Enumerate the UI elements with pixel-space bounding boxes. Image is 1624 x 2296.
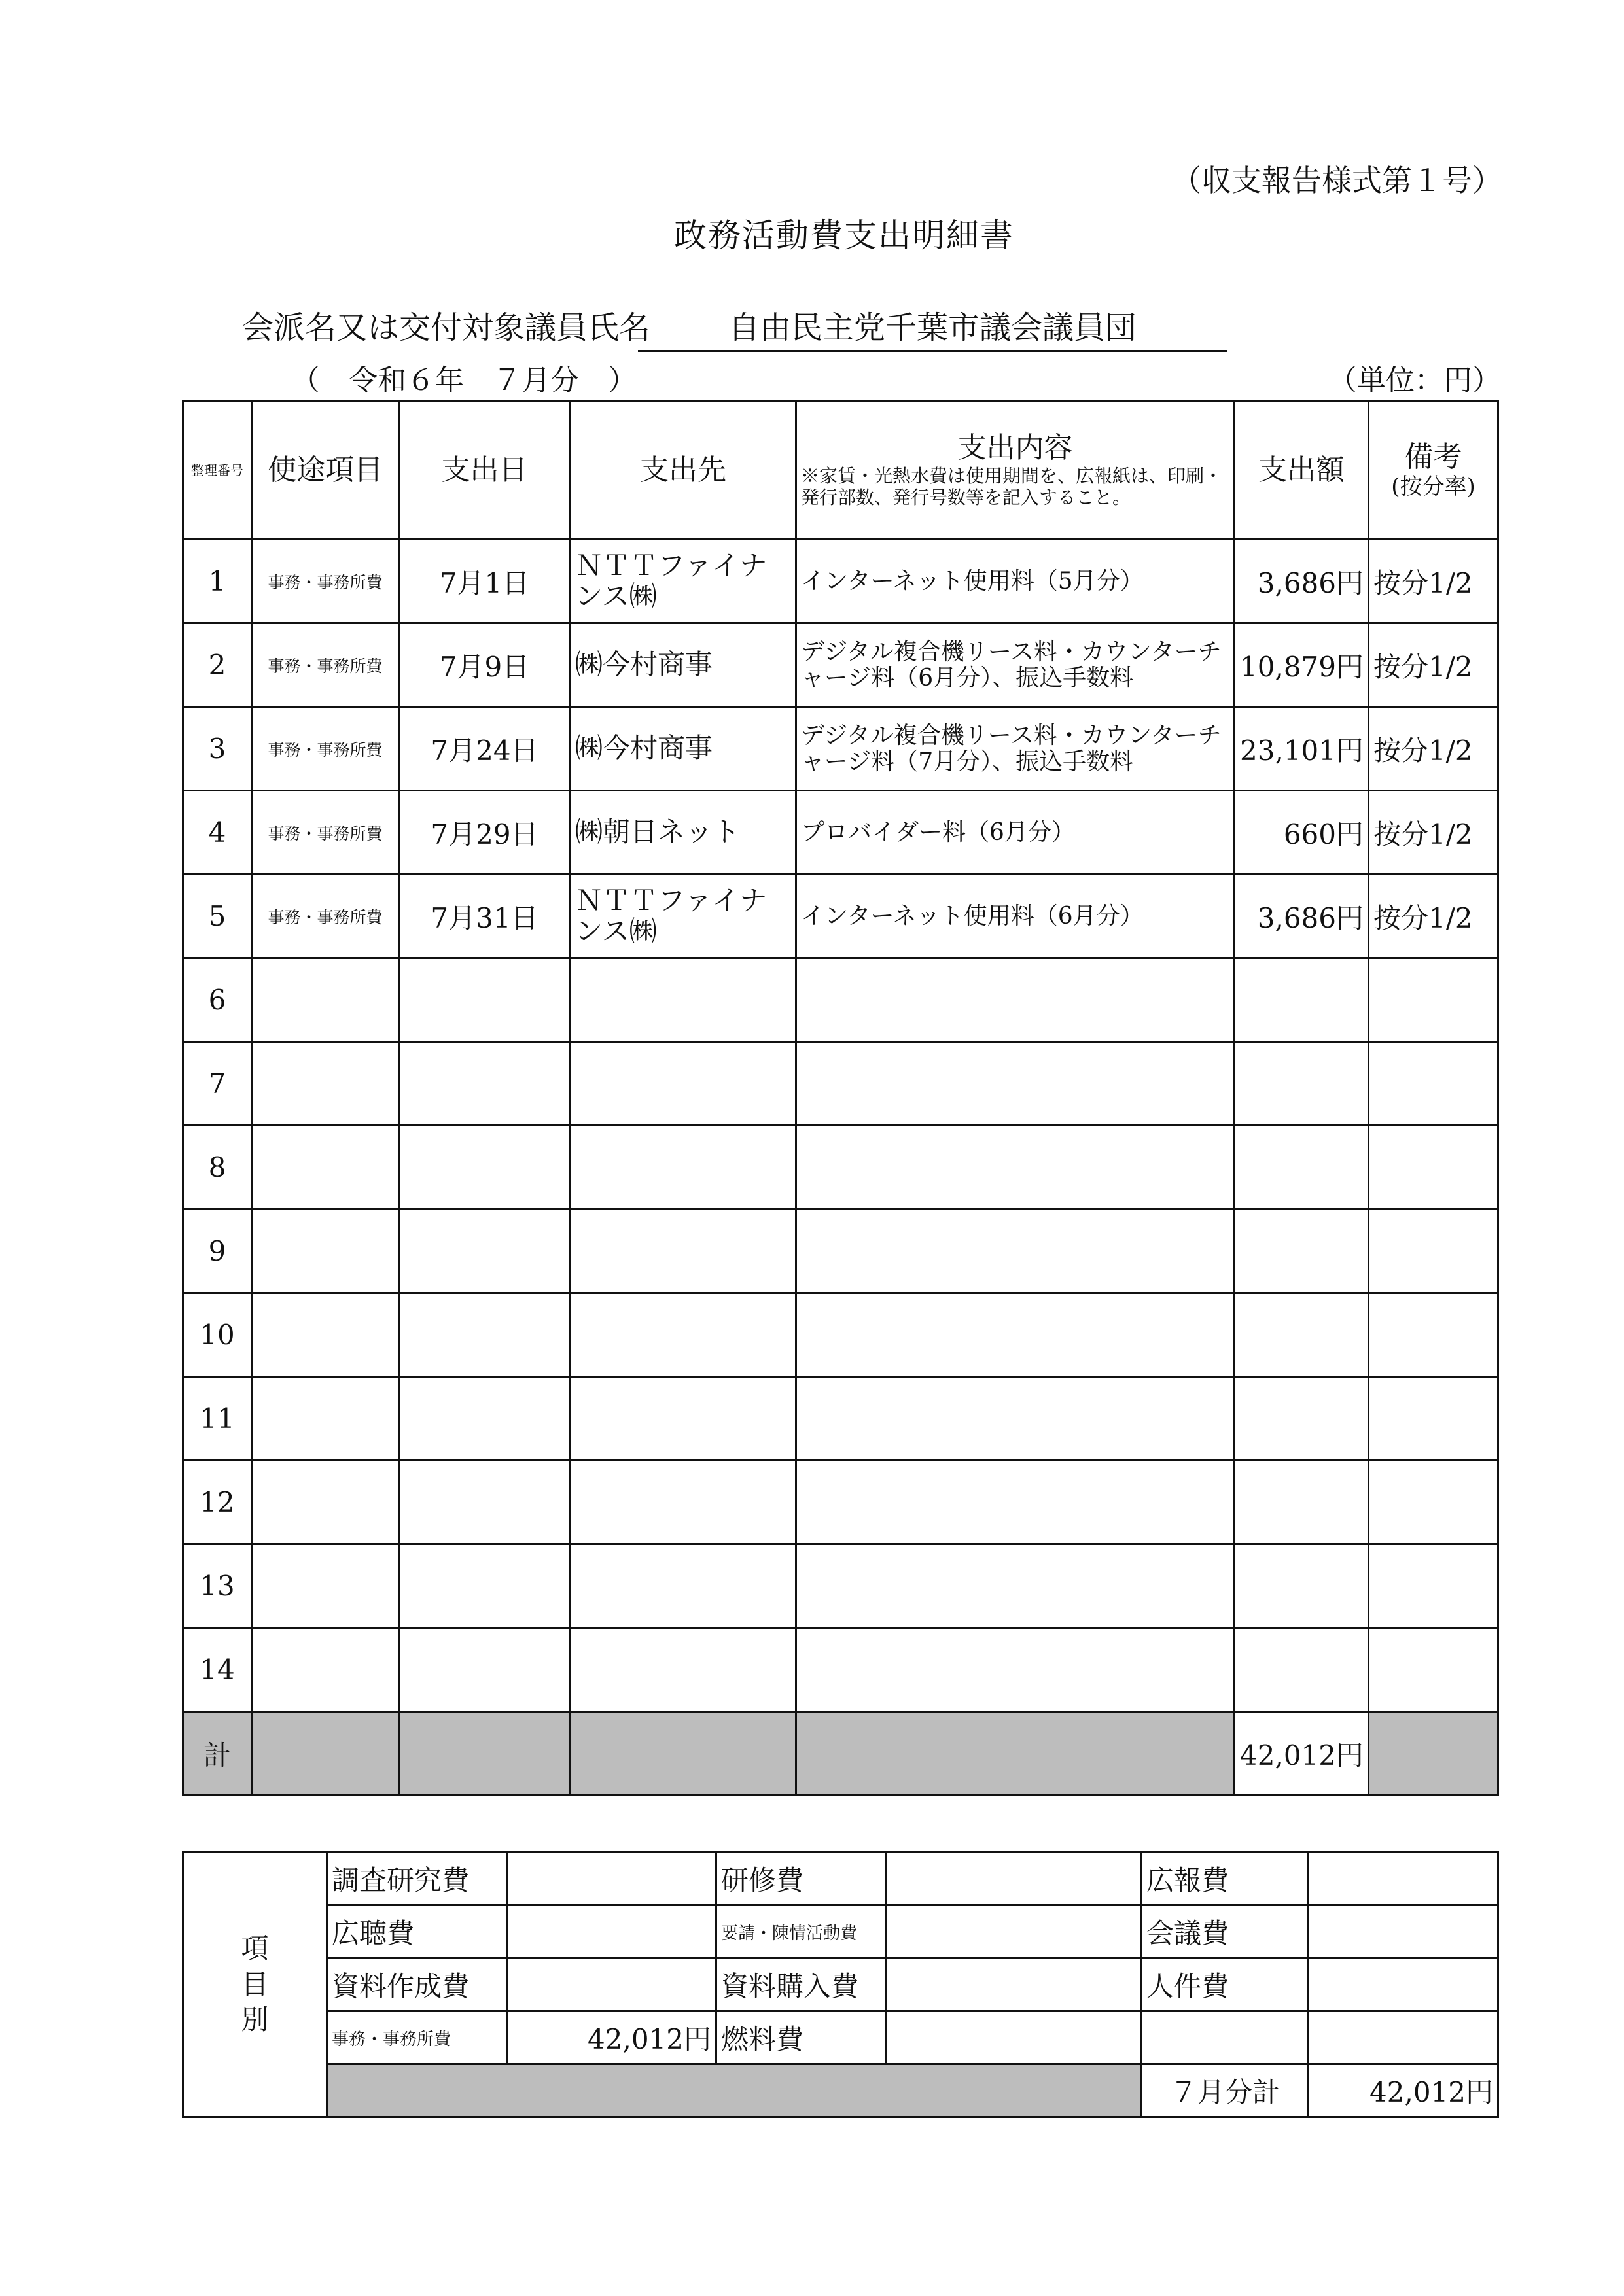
cell-payee xyxy=(571,1126,796,1209)
cell-payee xyxy=(571,1293,796,1377)
cell-use: 事務・事務所費 xyxy=(252,791,399,875)
summary-amount xyxy=(887,1905,1142,1958)
cell-desc xyxy=(796,1126,1235,1209)
table-row xyxy=(183,1126,1498,1209)
header-note xyxy=(1369,402,1498,540)
cell-amount: 660円 xyxy=(1235,791,1369,875)
cell-amount: 3,686円 xyxy=(1235,540,1369,623)
summary-total-row xyxy=(183,2064,1498,2117)
summary-side-label xyxy=(183,1852,327,2117)
summary-label xyxy=(1142,2011,1309,2064)
cell-no: 9 xyxy=(183,1209,252,1293)
summary-amount xyxy=(1309,1905,1498,1958)
cell-payee: ＮＴＴファイナンス㈱ xyxy=(571,540,796,623)
cell-use: 事務・事務所費 xyxy=(252,707,399,791)
cell-use xyxy=(252,1628,399,1712)
summary-label: 広聴費 xyxy=(327,1905,507,1958)
total-row xyxy=(183,1712,1498,1796)
cell-note xyxy=(1369,1126,1498,1209)
cell-no: 11 xyxy=(183,1377,252,1461)
cell-payee xyxy=(571,958,796,1042)
summary-side-char: 項 xyxy=(241,1932,269,1965)
summary-label: 調査研究費 xyxy=(327,1852,507,1905)
summary-row xyxy=(183,1905,1498,1958)
header-desc-note: ※家賃・光熱水費は使用期間を、広報紙は、印刷・発行部数、発行号数等を記入すること。 xyxy=(801,464,1223,509)
cell-desc: デジタル複合機リース料・カウンターチャージ料（7月分）、振込手数料 xyxy=(796,707,1235,791)
table-row xyxy=(183,707,1498,791)
cell-desc xyxy=(796,1209,1235,1293)
cell-note: 按分1/2 xyxy=(1369,707,1498,791)
cell-use xyxy=(252,1209,399,1293)
cell-no: 1 xyxy=(183,540,252,623)
cell-date: 7月31日 xyxy=(399,875,571,958)
party-name: 自由民主党千葉市議会議員団 xyxy=(638,302,1227,352)
cell-desc: インターネット使用料（6月分） xyxy=(796,875,1235,958)
cell-payee xyxy=(571,1377,796,1461)
cell-no: 4 xyxy=(183,791,252,875)
cell-amount xyxy=(1235,1461,1369,1544)
party-label: 会派名又は交付対象議員氏名 xyxy=(242,309,651,346)
cell-payee xyxy=(571,1461,796,1544)
cell-desc: プロバイダー料（6月分） xyxy=(796,791,1235,875)
month-total-label: ７月分計 xyxy=(1142,2064,1309,2117)
cell-use xyxy=(252,1042,399,1126)
summary-table xyxy=(182,1851,1499,2118)
cell-desc: デジタル複合機リース料・カウンターチャージ料（6月分）、振込手数料 xyxy=(796,623,1235,707)
summary-gray-cell xyxy=(327,2064,1142,2117)
cell-note xyxy=(1369,1544,1498,1628)
table-row xyxy=(183,623,1498,707)
summary-side-char: 目 xyxy=(241,1968,269,2000)
cell-use: 事務・事務所費 xyxy=(252,875,399,958)
cell-date: 7月1日 xyxy=(399,540,571,623)
cell-note: 按分1/2 xyxy=(1369,540,1498,623)
header-note-sub: (按分率) xyxy=(1391,473,1475,500)
cell-payee: ㈱朝日ネット xyxy=(571,791,796,875)
cell-date xyxy=(399,1544,571,1628)
cell-date xyxy=(399,958,571,1042)
header-no: 整理番号 xyxy=(183,402,252,540)
cell-no: 7 xyxy=(183,1042,252,1126)
cell-desc: インターネット使用料（5月分） xyxy=(796,540,1235,623)
cell-desc xyxy=(796,1042,1235,1126)
cell-date: 7月29日 xyxy=(399,791,571,875)
cell-payee: ㈱今村商事 xyxy=(571,623,796,707)
cell-amount xyxy=(1235,1042,1369,1126)
summary-label: 人件費 xyxy=(1142,1958,1309,2011)
summary-amount xyxy=(887,2011,1142,2064)
cell-amount xyxy=(1235,1377,1369,1461)
header-use: 使途項目 xyxy=(252,402,399,540)
summary-amount xyxy=(507,1958,716,2011)
cell-amount xyxy=(1235,1544,1369,1628)
cell-note xyxy=(1369,1042,1498,1126)
cell-use xyxy=(252,1544,399,1628)
table-row xyxy=(183,1293,1498,1377)
cell-use xyxy=(252,1461,399,1544)
cell-desc xyxy=(796,1628,1235,1712)
total-gray-cell xyxy=(252,1712,399,1796)
summary-side-char: 別 xyxy=(241,2004,269,2036)
cell-amount xyxy=(1235,1628,1369,1712)
cell-amount: 23,101円 xyxy=(1235,707,1369,791)
cell-note xyxy=(1369,1209,1498,1293)
cell-no: 10 xyxy=(183,1293,252,1377)
month-total-amount: 42,012円 xyxy=(1309,2064,1498,2117)
summary-amount xyxy=(1309,1958,1498,2011)
cell-payee xyxy=(571,1544,796,1628)
table-row xyxy=(183,1461,1498,1544)
table-row xyxy=(183,1209,1498,1293)
summary-label: 資料購入費 xyxy=(716,1958,887,2011)
unit-label: （単位：円） xyxy=(1328,364,1501,397)
summary-amount xyxy=(887,1852,1142,1905)
cell-amount: 3,686円 xyxy=(1235,875,1369,958)
header-note-label: 備考 xyxy=(1404,440,1462,474)
cell-date xyxy=(399,1209,571,1293)
cell-date xyxy=(399,1461,571,1544)
cell-use xyxy=(252,1293,399,1377)
header-date: 支出日 xyxy=(399,402,571,540)
table-row xyxy=(183,540,1498,623)
table-row xyxy=(183,1628,1498,1712)
cell-amount xyxy=(1235,1209,1369,1293)
cell-note xyxy=(1369,958,1498,1042)
summary-amount xyxy=(887,1958,1142,2011)
cell-use: 事務・事務所費 xyxy=(252,623,399,707)
cell-date: 7月24日 xyxy=(399,707,571,791)
cell-amount xyxy=(1235,1126,1369,1209)
summary-label: 要請・陳情活動費 xyxy=(716,1905,887,1958)
summary-label: 研修費 xyxy=(716,1852,887,1905)
cell-use xyxy=(252,1126,399,1209)
cell-desc xyxy=(796,958,1235,1042)
table-row xyxy=(183,791,1498,875)
summary-amount xyxy=(507,1905,716,1958)
cell-note xyxy=(1369,1461,1498,1544)
table-row xyxy=(183,1042,1498,1126)
cell-payee xyxy=(571,1209,796,1293)
cell-no: 6 xyxy=(183,958,252,1042)
summary-amount xyxy=(507,1852,716,1905)
cell-payee: ＮＴＴファイナンス㈱ xyxy=(571,875,796,958)
period: （ 令和６年 ７月分 ） xyxy=(291,364,637,397)
total-gray-cell xyxy=(796,1712,1235,1796)
cell-no: 13 xyxy=(183,1544,252,1628)
total-gray-cell xyxy=(571,1712,796,1796)
form-number: （収支報告様式第１号） xyxy=(1171,163,1502,198)
cell-amount: 10,879円 xyxy=(1235,623,1369,707)
header-amount: 支出額 xyxy=(1235,402,1369,540)
total-amount: 42,012円 xyxy=(1235,1712,1369,1796)
cell-note: 按分1/2 xyxy=(1369,875,1498,958)
summary-row xyxy=(183,2011,1498,2064)
cell-payee: ㈱今村商事 xyxy=(571,707,796,791)
cell-date xyxy=(399,1377,571,1461)
table-row xyxy=(183,875,1498,958)
cell-date xyxy=(399,1293,571,1377)
table-header-row xyxy=(183,402,1498,540)
total-gray-cell xyxy=(399,1712,571,1796)
total-label: 計 xyxy=(183,1712,252,1796)
cell-date xyxy=(399,1126,571,1209)
table-row xyxy=(183,1544,1498,1628)
header-desc-label: 支出内容 xyxy=(957,431,1073,465)
total-gray-cell xyxy=(1369,1712,1498,1796)
cell-note xyxy=(1369,1293,1498,1377)
summary-label: 資料作成費 xyxy=(327,1958,507,2011)
cell-date xyxy=(399,1628,571,1712)
summary-row xyxy=(183,1852,1498,1905)
cell-payee xyxy=(571,1628,796,1712)
cell-desc xyxy=(796,1461,1235,1544)
cell-no: 8 xyxy=(183,1126,252,1209)
cell-note: 按分1/2 xyxy=(1369,791,1498,875)
cell-date xyxy=(399,1042,571,1126)
cell-note xyxy=(1369,1377,1498,1461)
cell-no: 3 xyxy=(183,707,252,791)
cell-note xyxy=(1369,1628,1498,1712)
cell-desc xyxy=(796,1377,1235,1461)
cell-no: 5 xyxy=(183,875,252,958)
cell-use xyxy=(252,958,399,1042)
summary-amount xyxy=(1309,2011,1498,2064)
cell-note: 按分1/2 xyxy=(1369,623,1498,707)
table-row xyxy=(183,958,1498,1042)
expense-table xyxy=(182,400,1499,1796)
header-desc xyxy=(796,402,1235,540)
summary-label: 広報費 xyxy=(1142,1852,1309,1905)
cell-desc xyxy=(796,1293,1235,1377)
cell-no: 12 xyxy=(183,1461,252,1544)
summary-label: 事務・事務所費 xyxy=(327,2011,507,2064)
cell-desc xyxy=(796,1544,1235,1628)
header-payee: 支出先 xyxy=(571,402,796,540)
page-title: 政務活動費支出明細書 xyxy=(674,217,1014,254)
cell-use: 事務・事務所費 xyxy=(252,540,399,623)
cell-use xyxy=(252,1377,399,1461)
summary-label: 燃料費 xyxy=(716,2011,887,2064)
summary-row xyxy=(183,1958,1498,2011)
cell-date: 7月9日 xyxy=(399,623,571,707)
cell-amount xyxy=(1235,958,1369,1042)
cell-no: 2 xyxy=(183,623,252,707)
table-row xyxy=(183,1377,1498,1461)
summary-amount xyxy=(1309,1852,1498,1905)
summary-label: 会議費 xyxy=(1142,1905,1309,1958)
cell-no: 14 xyxy=(183,1628,252,1712)
cell-amount xyxy=(1235,1293,1369,1377)
cell-payee xyxy=(571,1042,796,1126)
summary-amount: 42,012円 xyxy=(507,2011,716,2064)
